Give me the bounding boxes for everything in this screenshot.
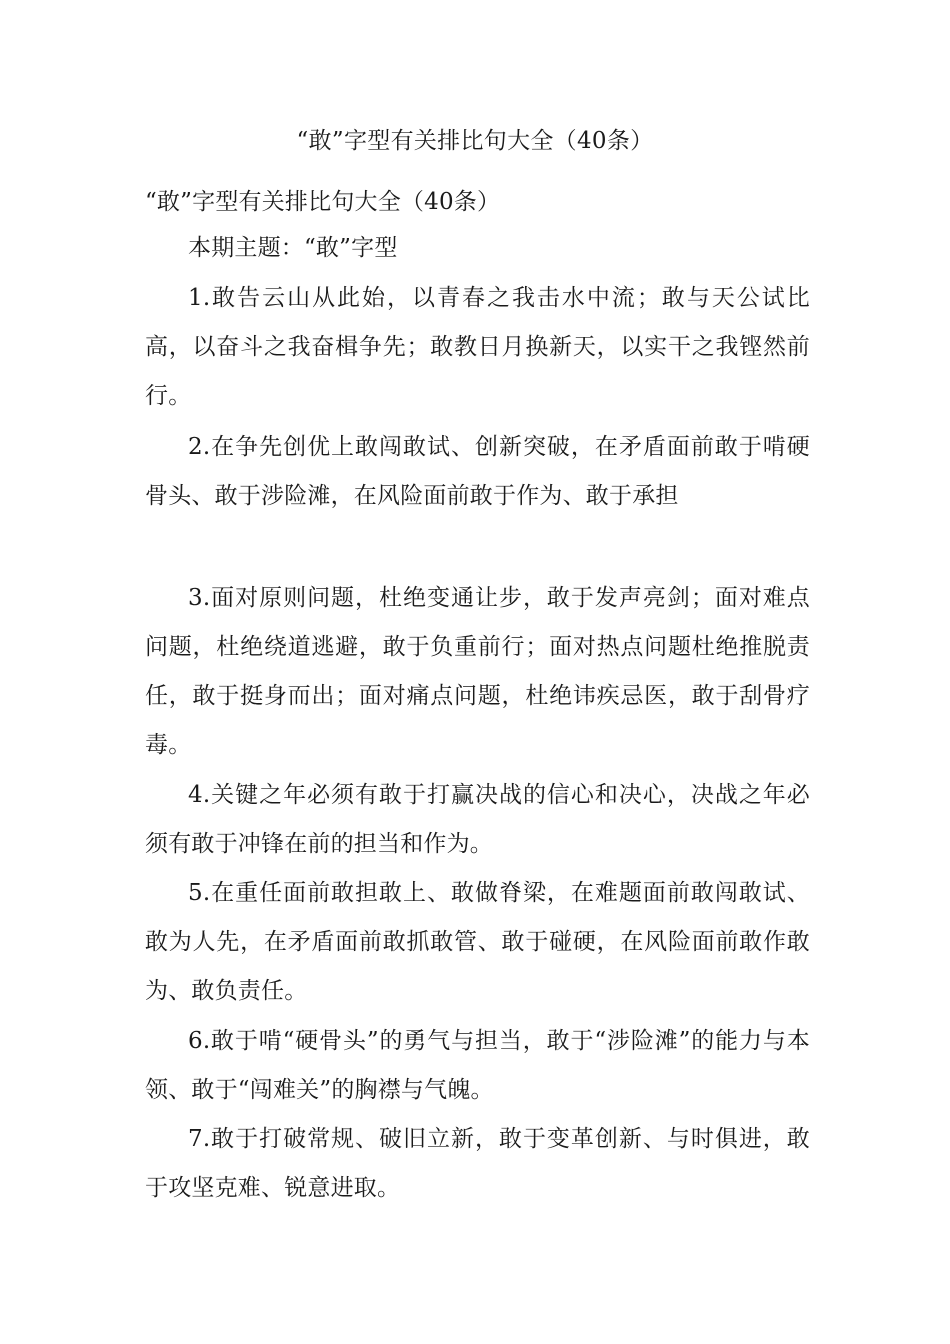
- paragraph-item-6: 6.敢于啃“硬骨头”的勇气与担当，敢于“涉险滩”的能力与本领、敢于“闯难关”的胸襟与气魄。: [145, 1028, 810, 1103]
- document-subtitle: “敢”字型有关排比句大全（40条）: [145, 189, 501, 215]
- paragraph-item-7: 7.敢于打破常规、破旧立新，敢于变革创新、与时俱进，敢于攻坚克难、锐意进取。: [145, 1126, 810, 1201]
- theme-line: 本期主题：“敢”字型: [188, 235, 398, 261]
- paragraph-item-4: 4.关键之年必须有敢于打赢决战的信心和决心，决战之年必须有敢于冲锋在前的担当和作为。: [145, 782, 810, 857]
- document-title: “敢”字型有关排比句大全（40条）: [296, 128, 654, 154]
- paragraph-item-2: 2.在争先创优上敢闯敢试、创新突破，在矛盾面前敢于啃硬骨头、敢于涉险滩，在风险面前敢于作为、敢于承担: [145, 434, 810, 509]
- paragraph-item-1: 1.敢告云山从此始，以青春之我击水中流；敢与天公试比高，以奋斗之我奋楫争先；敢教日月换新天，以实干之我铿然前行。: [145, 285, 810, 409]
- paragraph-item-5: 5.在重任面前敢担敢上、敢做脊梁，在难题面前敢闯敢试、敢为人先，在矛盾面前敢抓敢管、敢于碰硬，在风险面前敢作敢为、敢负责任。: [145, 880, 810, 1004]
- paragraph-item-3: 3.面对原则问题，杜绝变通让步，敢于发声亮剑；面对难点问题，杜绝绕道逃避，敢于负重前行；面对热点问题杜绝推脱责任，敢于挺身而出；面对痛点问题，杜绝讳疾忌医，敢于刮骨疗毒。: [145, 585, 810, 758]
